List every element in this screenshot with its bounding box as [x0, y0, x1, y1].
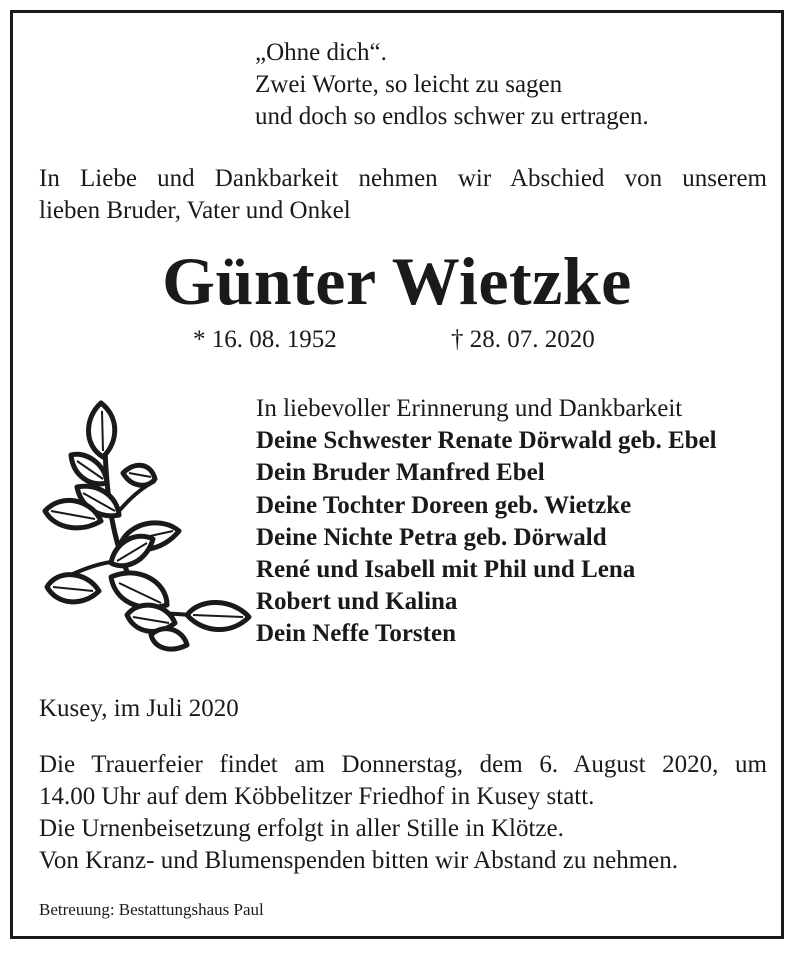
poem: [255, 37, 649, 133]
mourner-name: Deine Schwester Renate Dörwald geb. Ebel: [256, 427, 717, 455]
mourner-name: Deine Tochter Doreen geb. Wietzke: [256, 491, 632, 519]
mourner-name: Dein Neffe Torsten: [256, 620, 456, 648]
intro-text: [39, 163, 767, 227]
ceremony-line-1: Die Trauerfeier findet am Donnerstag, dem 6. August 2020, um: [39, 751, 767, 778]
ceremony-line-3: Die Urnenbeisetzung erfolgt in aller Stille in Klötze.: [39, 815, 564, 842]
intro-line-2: lieben Bruder, Vater und Onkel: [39, 197, 351, 224]
leaf-branch-icon: [27, 391, 259, 657]
intro-line-1: In Liebe und Dankbarkeit nehmen wir Abschied von unserem: [39, 165, 767, 192]
poem-line-3: und doch so endlos schwer zu ertragen.: [255, 103, 649, 130]
poem-line-2: Zwei Worte, so leicht zu sagen: [255, 71, 563, 98]
mourner-name: Robert und Kalina: [256, 588, 458, 616]
birth-date: * 16. 08. 1952: [193, 326, 337, 353]
place-date: Kusey, im Juli 2020: [39, 695, 239, 722]
mourner-name: Deine Nichte Petra geb. Dörwald: [256, 523, 607, 551]
mourners-lead: In liebevoller Erinnerung und Dankbarkeit: [256, 395, 683, 422]
mourner-name: René und Isabell mit Phil und Lena: [256, 556, 636, 584]
ceremony-line-4: Von Kranz- und Blumenspenden bitten wir Abstand zu nehmen.: [39, 847, 679, 874]
ceremony-info: [39, 749, 767, 877]
death-date: † 28. 07. 2020: [451, 326, 595, 353]
funeral-home-credit: Betreuung: Bestattungshaus Paul: [39, 900, 264, 919]
poem-line-1: „Ohne dich“.: [255, 39, 387, 66]
deceased-name: Günter Wietzke: [162, 243, 632, 319]
ceremony-line-2: 14.00 Uhr auf dem Köbbelitzer Friedhof in Kusey statt.: [39, 783, 595, 810]
mourners-list: [256, 393, 717, 651]
mourner-name: Dein Bruder Manfred Ebel: [256, 459, 545, 487]
obituary-notice: [10, 10, 784, 939]
